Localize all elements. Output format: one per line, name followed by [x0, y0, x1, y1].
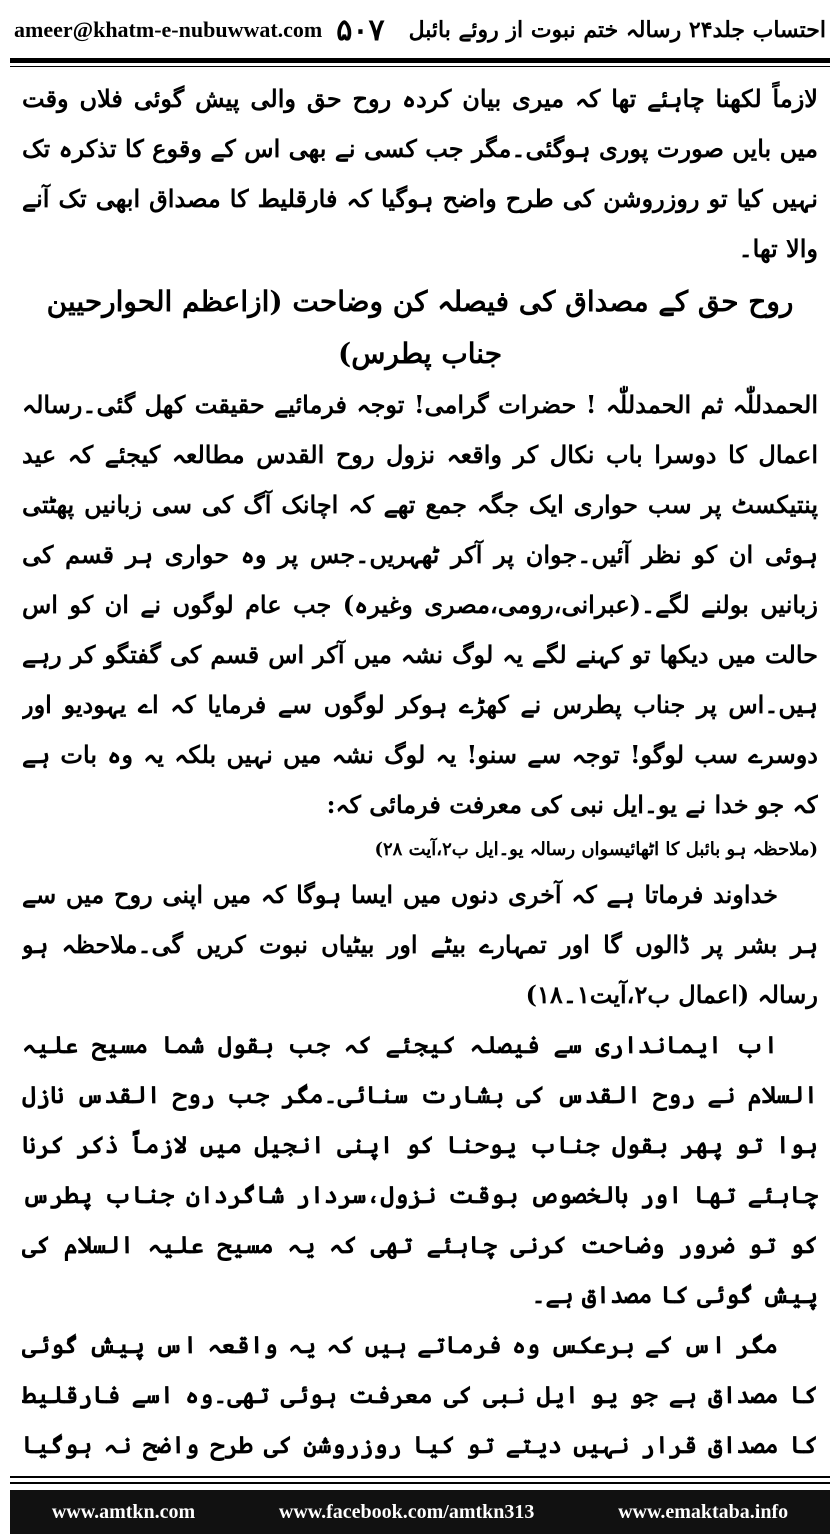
- footer-rule-2: [10, 1482, 830, 1484]
- paragraph-2: [22, 380, 818, 830]
- page-body: [22, 74, 818, 1464]
- header-email: ameer@khatm-e-nubuwwat.com: [14, 17, 323, 42]
- footer-link-facebook[interactable]: www.facebook.com/amtkn313: [278, 1500, 535, 1523]
- footer-link-emaktaba[interactable]: www.emaktaba.info: [618, 1500, 789, 1523]
- quote-paragraph: [22, 870, 818, 1020]
- footer-link-website[interactable]: www.amtkn.com: [51, 1500, 196, 1523]
- page-header: [14, 6, 826, 54]
- quote-reference: (اعمال ب۲،آیت۱۔۱۸): [525, 980, 750, 1009]
- paragraph-4: مگر اس کے برعکس وہ فرماتے ہیں کہ یہ واقعہ اس پیش گوئی کا مصداق ہے جو یو ایل نبی کی معرفت ہوئی تھی۔وہ اسے فارقلیط کا مصداق قرار نہیں دیتے تو کیا روزروشن کی طرح واضح نہ ہوگیا: [22, 1330, 818, 1459]
- quote-text: خداوند فرماتا ہے کہ آخری دنوں میں ایسا ہوگا کہ میں اپنی روح میں سے ہر بشر پر ڈالوں گا اور تمہارے بیٹے اور بیٹیاں نبوت کریں گی۔ملاحظہ ہو رسالہ: [22, 880, 818, 1009]
- header-title: احتساب جلد۲۴ رسالہ ختم نبوت از روئے بائبل: [408, 17, 826, 43]
- arabic-phrase: الحمدللّٰہ ثم الحمدللّٰہ !: [585, 390, 818, 419]
- page-footer: [10, 1490, 830, 1534]
- page-number: ۵۰۷: [336, 12, 385, 48]
- header-left: [14, 13, 385, 48]
- section-heading: روح حق کے مصداق کی فیصلہ کن وضاحت (ازاعظم الحوارحیین جناب پطرس): [46, 285, 794, 370]
- paragraph-3: اب ایمانداری سے فیصلہ کیجئے کہ جب بقول شما مسیح علیہ السلام نے روح القدس کی بشارت سنائی۔مگر جب روح القدس نازل ہوا تو پھر بقول جناب یوحنا کو اپنی انجیل میں لازماً ذکر کرنا چاہئے تھا اور بالخصوص بوقت نزول،سردار شاگردان جناب پطرس کو تو ضرور وضاحت کرنی چاہئے تھی کہ یہ مسیح علیہ السلام کی پیش گوئی کا مصداق ہے۔: [22, 1030, 818, 1309]
- header-rule-thick: [10, 58, 830, 63]
- paragraph-2-text: حضرات گرامی! توجہ فرمائیے حقیقت کھل گئی۔رسالہ اعمال کا دوسرا باب نکال کر واقعہ نزول روح القدس مطالعہ کیجئے کہ عید پنتیکسٹ پر سب حواری ایک جگہ جمع تھے کہ اچانک آگ کی سی زبانیں پھٹتی ہوئی ان کو نظر آئیں۔جوان پر آکر ٹھہریں۔جس پر وہ حواری ہر قسم کی زبانیں بولنے لگے۔(عبرانی،رومی،مصری وغیرہ) جب عام لوگوں نے ان کو اس حالت میں دیکھا تو کہنے لگے یہ لوگ نشہ میں آکر اس قسم کی گفتگو کر رہے ہیں۔اس پر جناب پطرس نے کھڑے ہوکر لوگوں سے فرمایا کہ اے یہودیو اور دوسرے سب لوگو! توجہ سے سنو! یہ لوگ نشہ میں نہیں بلکہ یہ وہ بات ہے کہ جو خدا نے یو۔ایل نبی کی معرفت فرمائی کہ:: [22, 390, 818, 819]
- reference-1: (ملاحظہ ہو بائبل کا اٹھائیسواں رسالہ یو۔ایل ب۲،آیت ۲۸): [374, 839, 818, 860]
- header-rule-thin: [10, 66, 830, 67]
- paragraph-1: لازماً لکھنا چاہئے تھا کہ میری بیان کردہ روح حق والی پیش گوئی فلاں وقت میں بایں صورت پوری ہوگئی۔مگر جب کسی نے بھی اس کے وقوع کا تذکرہ تک نہیں کیا تو روزروشن کی طرح واضح ہوگیا کہ فارقلیط کا مصداق ابھی تک آنے والا تھا۔: [22, 84, 818, 263]
- footer-rule-1: [10, 1476, 830, 1478]
